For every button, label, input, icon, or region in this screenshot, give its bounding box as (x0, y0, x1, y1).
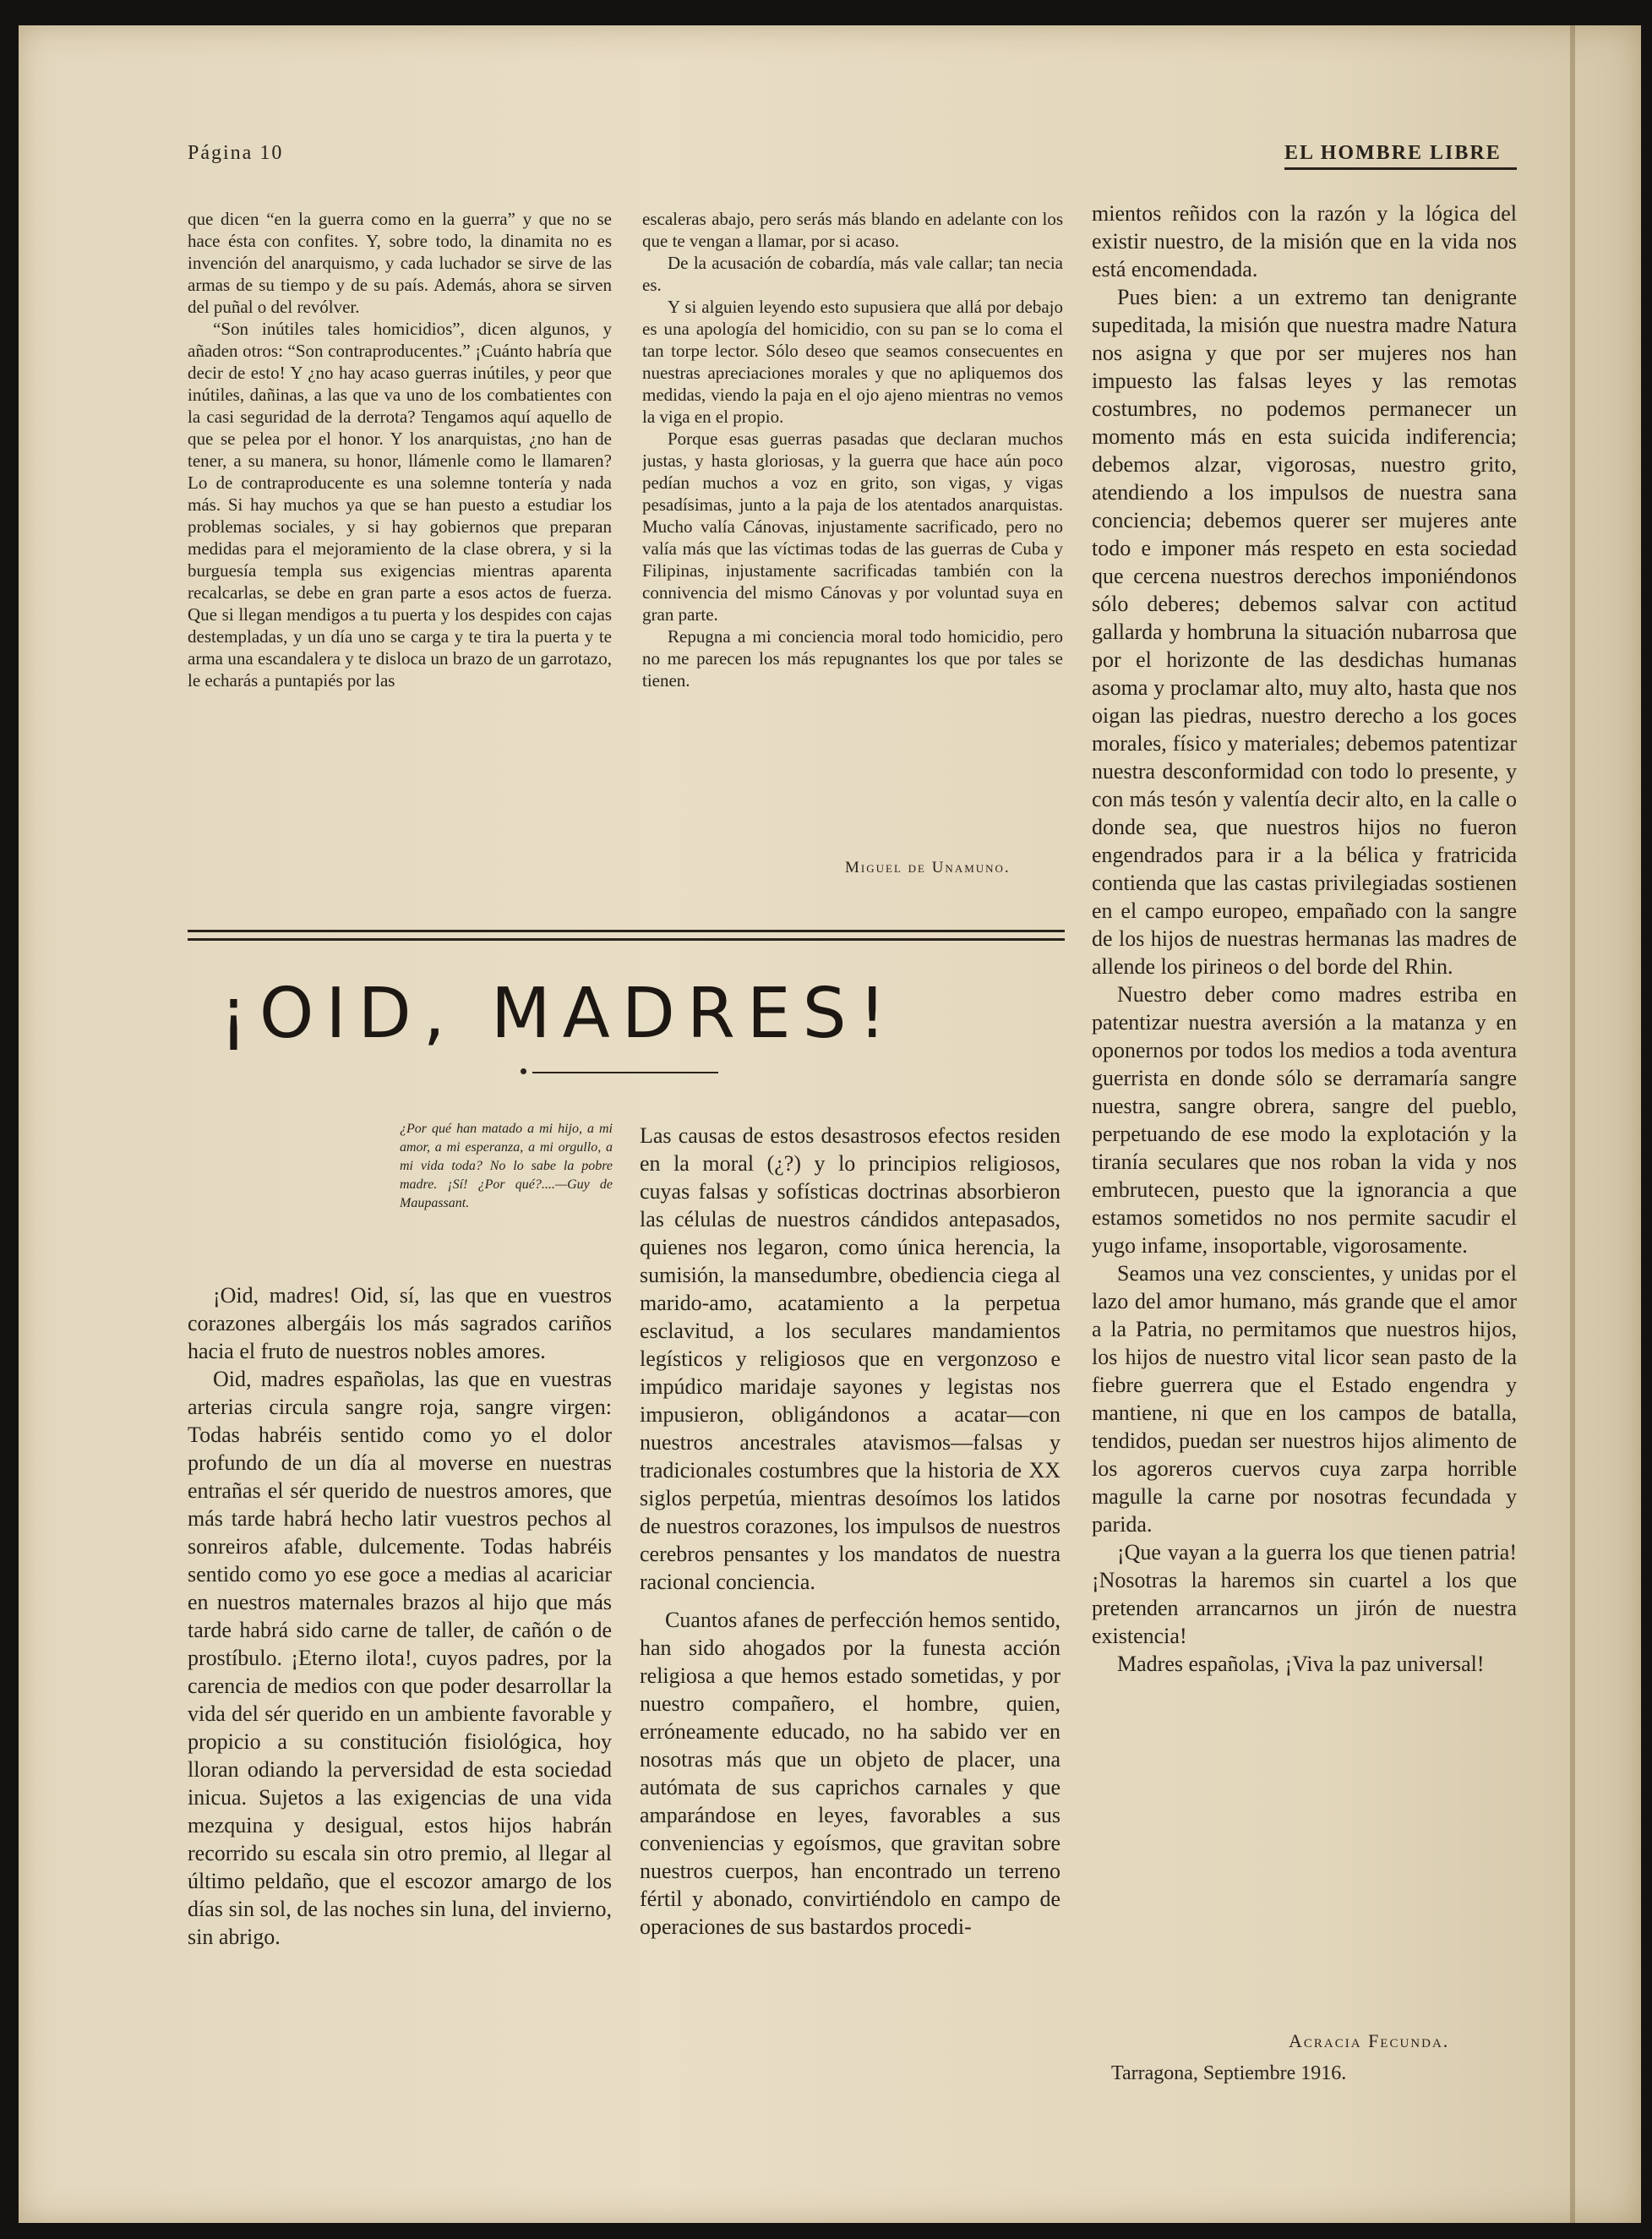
section-divider-top (188, 930, 1065, 932)
article-signature: Acracia Fecunda. (1289, 2030, 1450, 2051)
paragraph: Madres españolas, ¡Viva la paz universal! (1117, 1652, 1485, 1676)
paragraph: Oid, madres españolas, las que en vuestras arterias circula sangre roja, sangre virgen: Todas habréis sentido como yo el dolor profundo de un día al moverse en nuestras entrañas el sér querido de nuestros amores, que más tarde habrá hecho latir vuestros pechos al sonreiros afable, dulcemente. Todas habréis sentido como yo ese goce a medias al acariciar en nuestros maternales brazos al hijo que más tarde habrá sido carne de taller, de cañón o de prostíbulo. ¡Eterno ilota!, cuyos padres, por la carencia de medios con que poder desarrollar la vida del sér querido en un ambiente favorable y propicio a su constitución fisiológica, hoy lloran odiando la perversidad de esta sociedad inicua. Sujetos a las exigencias de una vida mezquina y desigual, estos hijos habrán recorrido su escala sin otro premio, al llegar al último peldaño, que el escozor amargo de los días sin sol, de las noches sin luna, del invierno, sin abrigo. (188, 1367, 612, 1949)
paragraph: Pues bien: a un extremo tan denigrante supeditada, la misión que nuestra madre Natura nos asigna y que por ser mujeres nos han impuesto las falsas leyes y las remotas costumbres, no podemos permanecer un momento más en esta suicida indiferencia; debemos alzar, vigorosas, nuestro grito, atendiendo a los impulsos de nuestra sana conciencia; debemos querer ser mujeres ante todo e imponer más respeto en esta sociedad que cercena nuestros derechos imponiéndonos sólo deberes; debemos salvar con actitud gallarda y hombruna la situación nubarrosa que por el horizonte de las desdichas humanas asoma y proclamar alto, muy alto, hasta que nos oigan las piedras, nuestro derecho a los goces morales, físico y materiales; debemos patentizar nuestra desconformidad con todo lo presente, y con más tesón y valentía decir alto, en la calle o donde sea, que nuestros hijos no fueron engendrados para ir a la bélica y fratricida contienda que las castas privilegiadas sostienen en el campo europeo, empañado con la sangre de los hijos de nuestras hermanas las madres de allende los pirineos o del borde del Rhin. (1092, 285, 1517, 979)
article-column-3 (1092, 199, 1517, 2017)
unamuno-column-1 (188, 208, 612, 880)
paragraph: escaleras abajo, pero serás más blando en adelante con los que te vengan a llamar, por si acaso. (642, 209, 1063, 251)
paragraph: Y si alguien leyendo esto supusiera que allá por debajo es una apología del homicidio, con su pan se lo coma el tan torpe lector. Sólo deseo que seamos consecuentes en nuestras apreciaciones morales y que no apliquemos dos medidas, viendo la paja en el ojo ajeno mientras no vemos la viga en el propio. (642, 297, 1063, 427)
title-ornament-dot (521, 1068, 526, 1074)
paragraph: Las causas de estos desastrosos efectos residen en la moral (¿?) y lo principios religiosos, cuyas falsas y sofísticas doctrinas absorbieron las células de nuestros cándidos antepasados, quienes nos legaron, como única herencia, la sumisión, la mansedumbre, obediencia ciega al marido-amo, acatamiento a la perpetua esclavitud, a los seculares mandamientos legísticos y religiosos que en vergonzoso e impúdico maridaje sayones y legistas nos impusieron, obligándonos a acatar—con nuestros ancestrales atavismos—falsas y tradicionales costumbres que la historia de XX siglos perpetúa, mientras desoímos los latidos de nuestros corazones, los impulsos de nuestros cerebros pensantes y los mandatos de nuestra racional conciencia. (640, 1123, 1060, 1594)
paragraph: “Son inútiles tales homicidios”, dicen algunos, y añaden otros: “Son contraproducentes.” ¡Cuánto habría que decir de esto! Y ¿no hay acaso guerras inútiles, y peor que inútiles, dañinas, a las que va uno de los combatientes con la casi seguridad de la derrota? Tengamos aquí aquello de que se pelea por el honor. Y los anarquistas, ¿no han de tener, a su manera, su honor, llámenle como le llamaren? Lo de contraproducente es una solemne tontería y nada más. Si hay muchos ya que se han puesto a estudiar los problemas sociales, y si hay gobiernos que preparan medidas para el mejoramiento de la clase obrera, y si la burguesía templa sus exigencias mientras aparenta recalcarlas, se debe en gran parte a esos actos de fuerza. Que si llegan mendigos a tu puerta y los despides con cajas destempladas, y un día uno se carga y te tira la puerta y te arma una escandalera y te disloca un brazo de un garrotazo, le echarás a puntapiés por las (188, 319, 612, 691)
paragraph: ¡Que vayan a la guerra los que tienen patria! ¡Nosotras la haremos sin cuartel a los que pretenden arrancarnos un jirón de nuestra existencia! (1092, 1540, 1517, 1648)
unamuno-column-2 (642, 208, 1063, 850)
paragraph: mientos reñidos con la razón y la lógica del existir nuestro, de la misión que en la vida nos está encomendada. (1092, 201, 1517, 281)
article-column-1 (188, 1281, 612, 2084)
paragraph: Porque esas guerras pasadas que declaran muchos justas, y hasta gloriosas, y la guerra que hace aún poco pedían muchos a voz en grito, son vigas, y vigas pesadísimas, junto a la paja de los atentados anarquistas. Mucho valía Cánovas, injustamente sacrificado, pero no valía más que las víctimas todas de las guerras de Cuba y Filipinas, injustamente sacrificadas también con la connivencia del mismo Cánovas y por voluntad suya en gran parte. (642, 429, 1063, 625)
paragraph: Nuestro deber como madres estriba en patentizar nuestra aversión a la matanza y en oponernos por todos los medios a toda aventura guerrista en donde sólo se derramaría sangre nuestra, sangre obrera, sangre del pueblo, perpetuando de ese modo la explotación y la tiranía seculares que nos roban la vida y nos embrutecen, puesto que la ignorancia a que estamos sometidos no nos permite sacudir el yugo infame, insoportable, vigorosamente. (1092, 982, 1517, 1258)
paragraph: Cuantos afanes de perfección hemos sentido, han sido ahogados por la funesta acción religiosa a que hemos estado sometidas, y por nuestro compañero, el hombre, quien, erróneamente educado, no ha sabido ver en nosotras más que un objeto de placer, una autómata de sus caprichos carnales y que amparándose en leyes, favorables a sus conveniencias y egoísmos, que gravitan sobre nuestros cuerpos, han encontrado un terreno fértil y abonado, convirtiéndolo en campo de operaciones de sus bastardos procedi- (640, 1608, 1060, 1939)
unamuno-signature: Miguel de Unamuno. (845, 859, 1011, 876)
paragraph: Seamos una vez conscientes, y unidas por el lazo del amor humano, más grande que el amor a la Patria, no permitamos que nuestros hijos, los hijos de nuestro vital licor sean pasto de la fiebre guerrera que el Estado engendra y mantiene, ni que en los campos de batalla, tendidos, puedan ser nuestros hijos alimento de los agoreros cuervos cuya zarpa horrible magulle la carne por nosotras fecundada y parida. (1092, 1261, 1517, 1537)
article-title: ¡OID, MADRES! (220, 974, 898, 1054)
masthead-underline (1284, 167, 1517, 170)
paragraph: ¡Oid, madres! Oid, sí, las que en vuestros corazones albergáis los más sagrados cariños hacia el fruto de nuestros nobles amores. (188, 1283, 612, 1363)
paragraph: Repugna a mi conciencia moral todo homicidio, pero no me parecen los más repugnantes los que por tales se tienen. (642, 626, 1063, 691)
page-fold (1570, 25, 1575, 2223)
epigraph: ¿Por qué han matado a mi hijo, a mi amor, a mi esperanza, a mi orgullo, a mi vida toda? No lo sabe la pobre madre. ¡Sí! ¿Por qué?....—Guy de Maupassant. (400, 1122, 613, 1210)
article-column-2 (640, 1122, 1060, 2094)
masthead: EL HOMBRE LIBRE (1284, 142, 1502, 164)
paragraph: De la acusación de cobardía, más vale callar; tan necia es. (642, 253, 1063, 295)
title-ornament-rule (532, 1072, 718, 1073)
paragraph: que dicen “en la guerra como en la guerra” y que no se hace ésta con confites. Y, sobre todo, la dinamita no es invención del anarquismo, y cada luchador se sirve de las armas de su tiempo y de su país. Además, ahora se sirven del puñal o del revólver. (188, 209, 612, 317)
article-dateline: Tarragona, Septiembre 1916. (1111, 2062, 1347, 2084)
section-divider-bottom (188, 938, 1065, 941)
page-number: Página 10 (188, 142, 284, 164)
